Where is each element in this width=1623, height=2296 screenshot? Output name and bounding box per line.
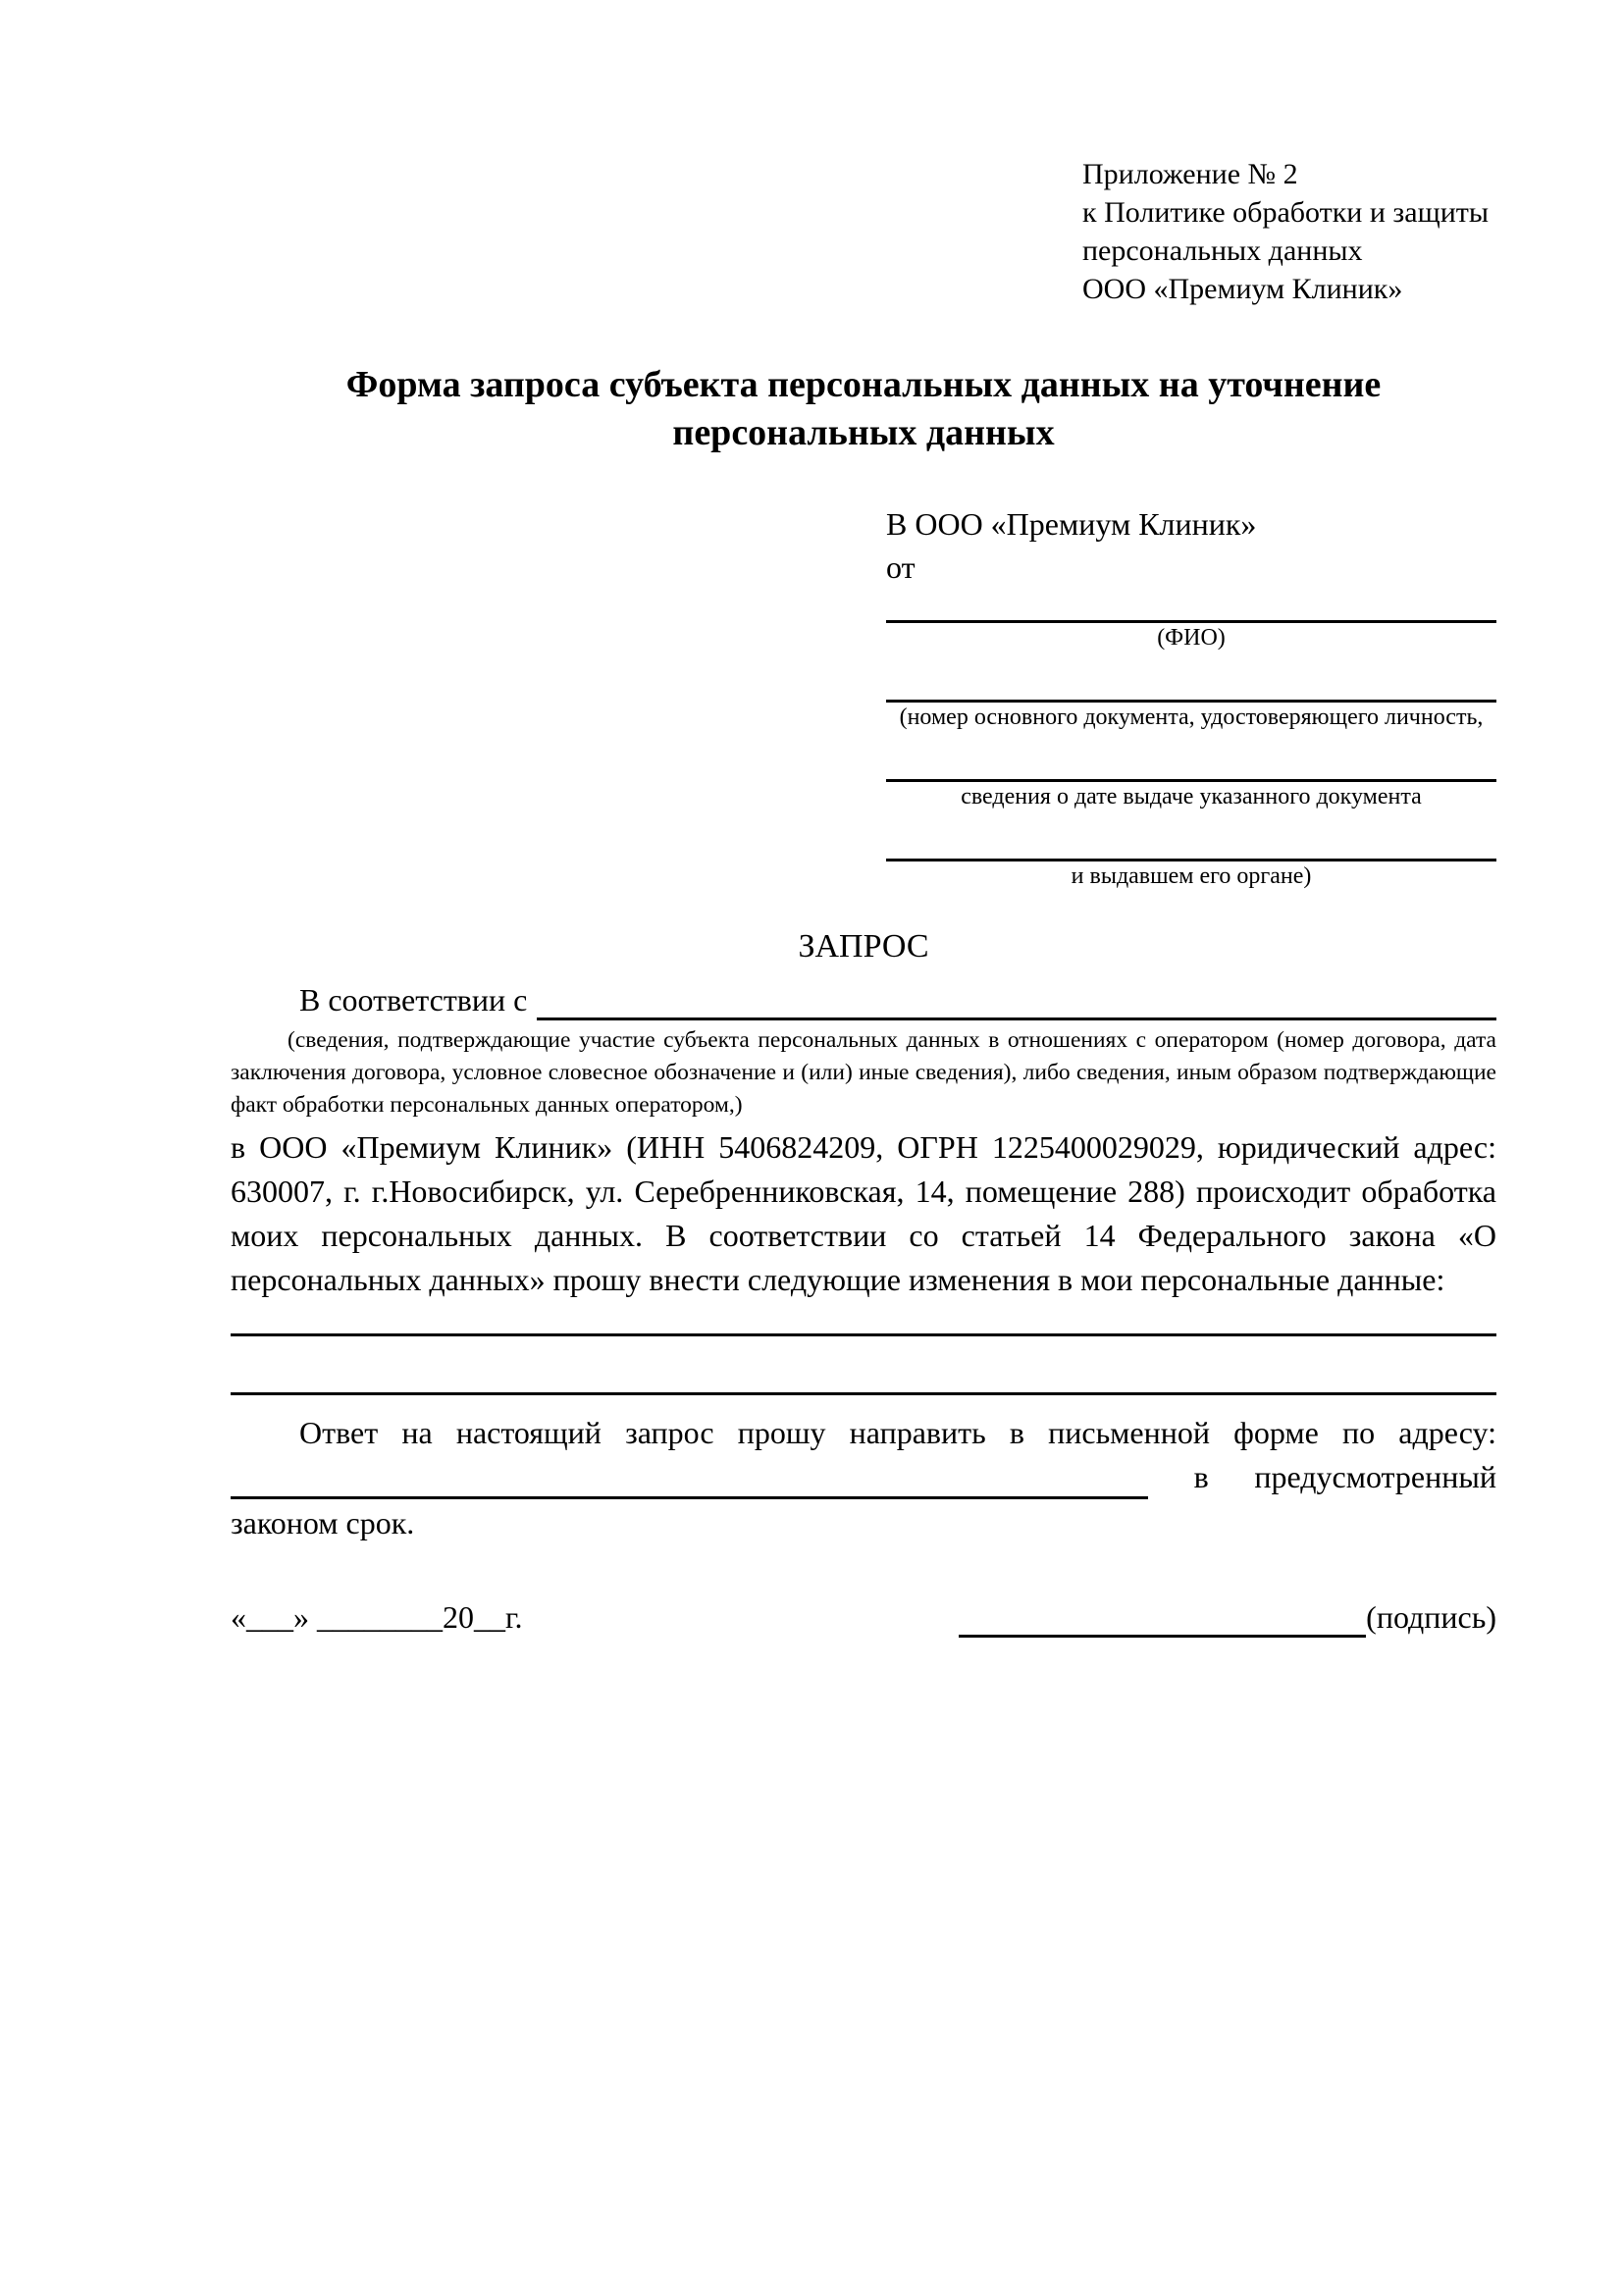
addressee-to: В ООО «Премиум Клиник» — [886, 506, 1257, 542]
request-intro-row — [231, 979, 1496, 1020]
document-number-caption: (номер основного документа, удостоверяющего личность, — [899, 704, 1484, 730]
request-heading: ЗАПРОС — [798, 928, 929, 965]
document-number-blank-line — [886, 666, 1496, 703]
document-number-field — [886, 666, 1496, 732]
changes-blank-line-1 — [231, 1302, 1496, 1336]
fio-blank-line — [886, 587, 1496, 623]
appendix-line: Приложение № 2 — [1082, 158, 1298, 190]
request-intro-text: В соответствии с — [299, 982, 528, 1018]
issuing-authority-caption: и выдавшем его органе) — [1071, 863, 1312, 889]
issue-date-field — [886, 746, 1496, 811]
signature-caption: (подпись) — [1366, 1599, 1496, 1635]
issuing-authority-field — [886, 825, 1496, 891]
document-page — [231, 0, 1496, 1638]
reply-tail-text: законом срок. — [231, 1505, 415, 1540]
document-title: Форма запроса субъекта персональных данных на уточнение персональных данных — [345, 364, 1382, 453]
issue-date-caption: сведения о дате выдаче указанного документа — [961, 784, 1422, 809]
basis-footnote: (сведения, подтверждающие участие субъекта персональных данных в отношениях с оператором (номер договора, дата заключения договора, условное словесное обозначение и (или) иные сведения), либо сведения, иным образом подтверждающие факт обработки персональных данных оператором,) — [231, 1027, 1496, 1118]
changes-blank-line-2 — [231, 1336, 1496, 1395]
reply-address-blank-line — [231, 1459, 1148, 1499]
appendix-header — [1082, 155, 1496, 308]
fio-caption: (ФИО) — [1157, 625, 1226, 651]
date-signature-row — [231, 1596, 1496, 1638]
appendix-line: ООО «Премиум Клиник» — [1082, 273, 1403, 305]
addressee-from: от — [886, 549, 916, 585]
issuing-authority-blank-line — [886, 825, 1496, 861]
signature-blank-line — [959, 1599, 1366, 1638]
appendix-line: к Политике обработки и защиты — [1082, 196, 1490, 229]
basis-blank-line — [537, 982, 1496, 1020]
reply-word-due: предусмотренный — [1254, 1459, 1496, 1494]
reply-address-row — [231, 1455, 1496, 1499]
issue-date-blank-line — [886, 746, 1496, 782]
date-blank-text: «___» ________20__г. — [231, 1599, 523, 1635]
request-body-paragraph: в ООО «Премиум Клиник» (ИНН 5406824209, ОГРН 1225400029029, юридический адрес: 630007, г. г.Новосибирск, ул. Серебренниковская, 14, помещение 288) происходит обработка моих персональных данных. В соответствии со статьей 14 Федерального закона «О персональных данных» прошу внести следующие изменения в мои персональные данные: — [231, 1129, 1496, 1297]
fio-field — [886, 587, 1496, 652]
reply-word-in: в — [1193, 1459, 1209, 1494]
reply-address-sentence: Ответ на настоящий запрос прошу направить в письменной форме по адресу: — [299, 1415, 1496, 1450]
addressee-block — [886, 504, 1496, 891]
appendix-line: персональных данных — [1082, 235, 1363, 267]
signature-group — [959, 1596, 1496, 1638]
